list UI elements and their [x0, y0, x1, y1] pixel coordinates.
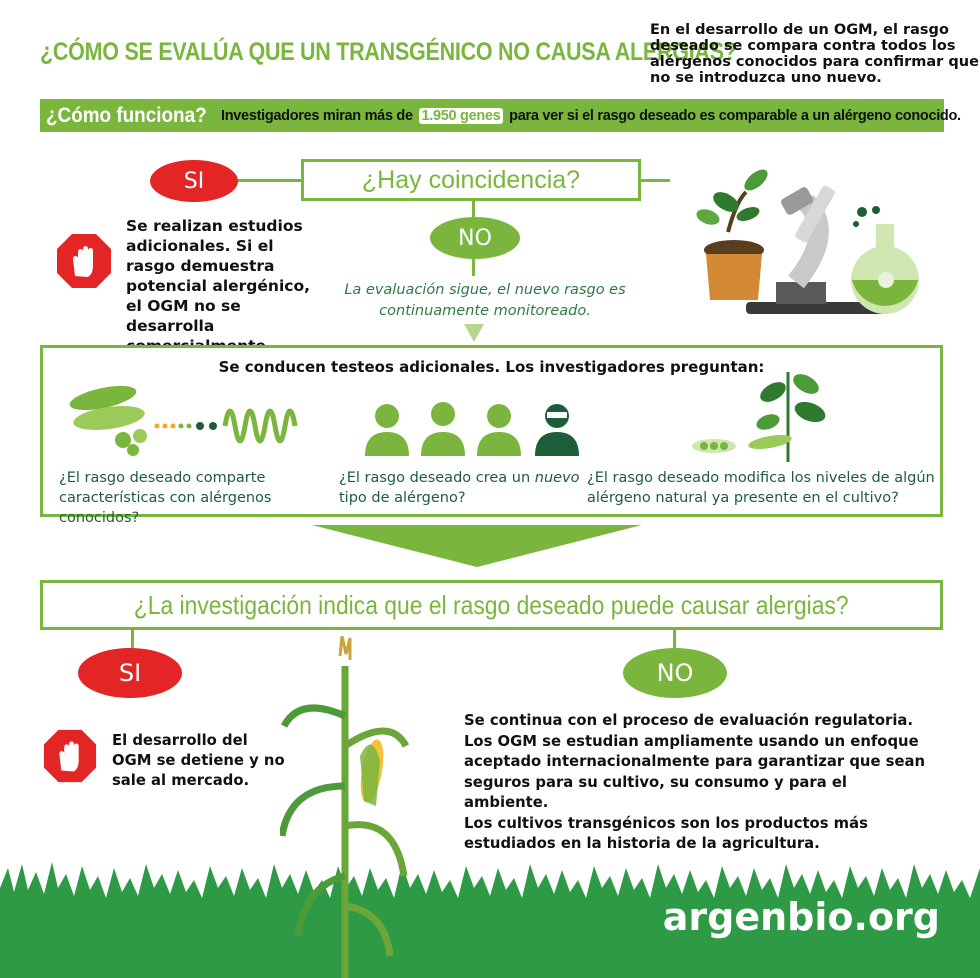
question-2 [339, 468, 599, 508]
step1-question: ¿Hay coincidencia? [301, 159, 641, 201]
people-icon [361, 398, 586, 456]
step1-no-badge: NO [430, 217, 520, 259]
step1-no-text: La evaluación sigue, el nuevo rasgo es continuamente monitoreado. [344, 282, 626, 319]
question-1: ¿El rasgo deseado comparte características con alérgenos conocidos? [59, 470, 272, 526]
lab-illustration-icon [686, 162, 938, 322]
corn-plant-icon [280, 636, 410, 978]
connector-line [640, 179, 670, 182]
step3-yes-badge: SI [78, 648, 182, 698]
history-text: Los cultivos transgénicos son los productos más estudiados en la historia de la agricultura. [464, 814, 868, 852]
connector-line [235, 179, 303, 182]
intro-text: En el desarrollo de un OGM, el rasgo deseado se compara contra todos los alérgenos conocidos para confirmar que no se introduzca uno nuevo. [650, 22, 979, 86]
big-down-arrow-icon [312, 525, 642, 567]
step3-no-text [464, 711, 934, 855]
band-text [221, 108, 961, 124]
how-it-works-band [40, 99, 961, 132]
regulatory-text: Se continua con el proceso de evaluación regulatoria. Los OGM se estudian ampliamente usando un enfoque aceptado internacionalmente para garantizar que sean seguros para su cultivo, su consumo y para el ambiente. [464, 712, 926, 811]
down-arrow-icon [462, 322, 486, 344]
pea-dna-icon [65, 376, 305, 456]
step3-no-badge: NO [623, 648, 727, 698]
step1-yes-text: Se realizan estudios adicionales. Si el rasgo demuestra potencial alergénico, el OGM no se desarrolla [126, 217, 310, 335]
soybean-plant-icon [688, 362, 848, 462]
band-text-after: para ver si el rasgo deseado es comparable a un alérgeno conocido. [509, 107, 961, 124]
stop-hand-icon [55, 232, 113, 290]
question-2-end: tipo de alérgeno? [339, 490, 466, 506]
stop-hand-icon [42, 728, 98, 784]
step1-yes-badge: SI [150, 160, 238, 202]
step3-question-text: ¿La investigación indica que el rasgo deseado puede causar alergias? [134, 589, 849, 620]
page-title: ¿CÓMO SE EVALÚA QUE UN TRANSGÉNICO NO CAUSA ALERGIAS? [40, 38, 737, 66]
step3-yes-text: El desarrollo del OGM se detiene y no sale al mercado. [112, 732, 285, 789]
genes-highlight: 1.950 genes [419, 108, 504, 124]
connector-line [472, 258, 475, 276]
additional-tests-box [40, 345, 943, 526]
band-text-before: Investigadores miran más de [221, 107, 413, 124]
question-2-emphasis: nuevo [534, 470, 580, 486]
additional-tests-heading: Se conducen testeos adicionales. Los investigadores preguntan: [218, 358, 765, 376]
band-heading: ¿Cómo funciona? [46, 103, 207, 127]
site-url[interactable]: argenbio.org [662, 895, 940, 939]
step3-question [40, 580, 943, 630]
question-2-start: ¿El rasgo deseado crea un [339, 470, 531, 486]
question-3: ¿El rasgo deseado modifica los niveles de algún alérgeno natural ya presente en el cultivo? [587, 470, 935, 506]
